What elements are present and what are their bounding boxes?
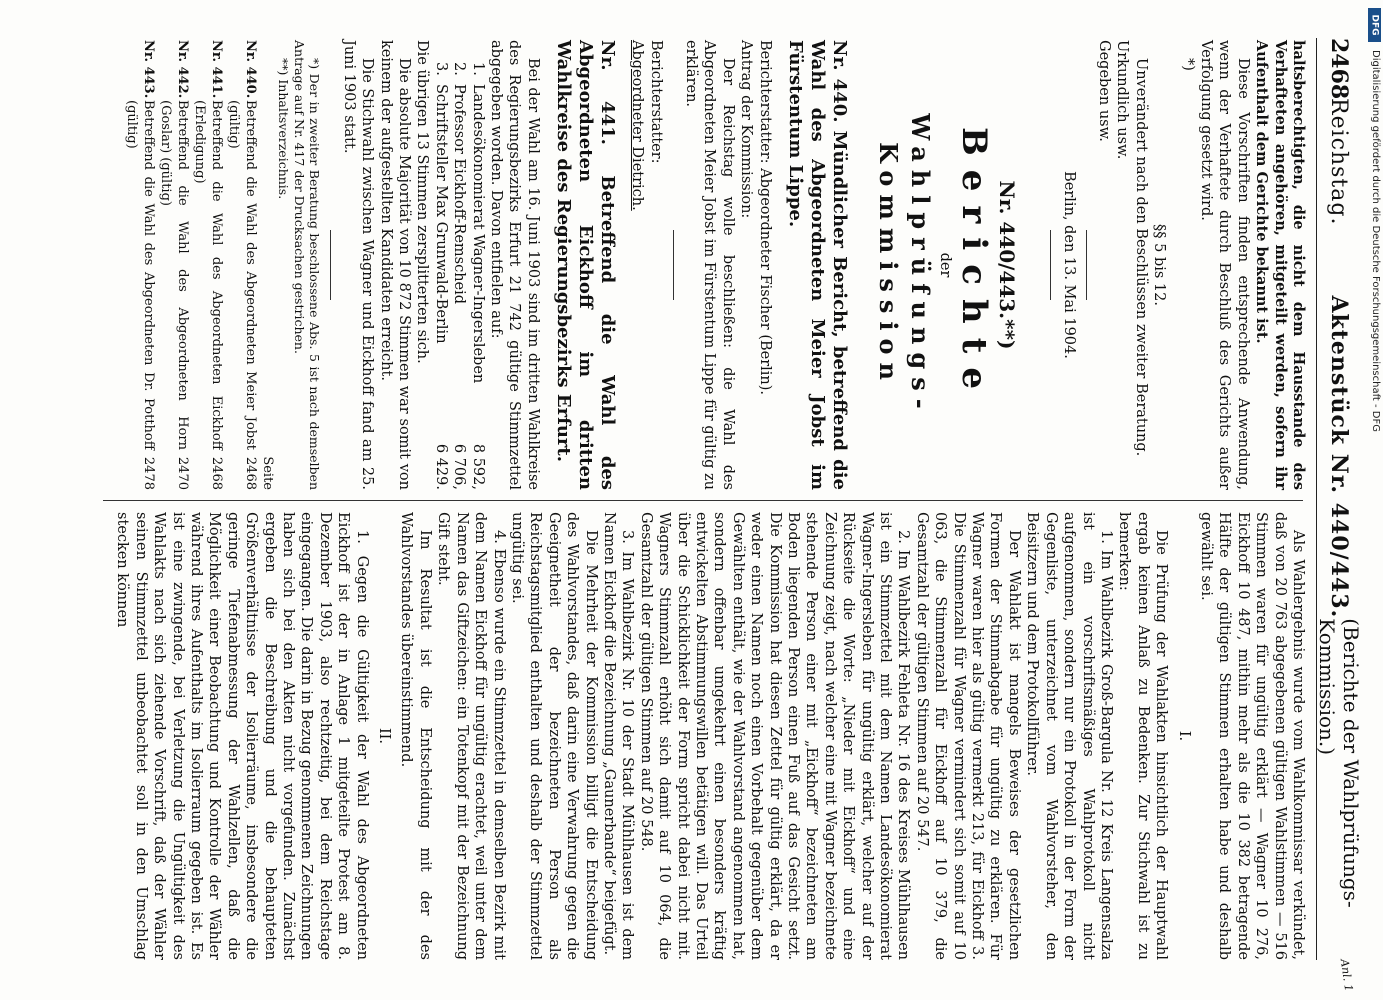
paragraph: 1. Gegen die Gültigkeit der Wahl des Abgeordneten Eickhoff ist der in Anlage 1 mitgeteilte Protest am 8. Dezember 1903, also rechtzeitig, bei dem Reichstage eingegangen. Die darin in Bezug genommenen Zeichnungen haben sich bei den Akten nicht vorgefunden. Zunächst ergeben die Beschreibung und die behaupteten Größenverhältnisse der Isolierräume, insbesondere die geringe Tiefenabmessung der Wahlzellen, daß die Möglichkeit einer Beobachtung und Kontrolle der Wähler während ihres Aufenthalts im Isolierraum gegeben ist. Es ist eine zwingende, bei Verletzung die Ungültigkeit des Wahlakts nach sich ziehende Vorschrift, daß der Wähler seinen Stimmzettel unbeobachtet soll in den Umschlag stecken können (114, 512, 370, 960)
paragraph: 4. Ebenso wurde ein Stimmzettel in demselben Bezirk mit dem Namen Eickhoff für ungültig erachtet, weil unter dem Namen das Giftzeichen: ein Totenkopf mit der Bezeichnung Gift steht. (435, 512, 507, 960)
margin-note: Anl. 1 (1337, 958, 1356, 993)
paragraph: Der Wahlakt ist mangels Beweises der gesetzlichen Formen der Stimmabgabe für ungültig zu erklären. Für Wagner waren hier als gültig vermerkt 213, für Eickhoff 3. Die Stimmenzahl für Wagner vermindert sich somit auf 10 063, die Stimmenzahl für Eickhoff auf 10 379, die Gesamtzahl der gültigen Stimmen auf 20 547. (913, 512, 1022, 960)
paragraph: Als Wahlergebnis wurde vom Wahlkommissar verkündet, daß von 20 763 abgegebenen gültigen Wahlstimmen — 516 Stimmen waren für ungültig erklärt — Wagner 10 276, Eickhoff 10 487, mithin mehr als die 10 382 betragende Hälfte der gültigen Stimmen erhalten habe und deshalb gewählt sei. (1197, 512, 1306, 960)
paragraph: Bei der Wahl am 16. Juni 1903 sind im dritten Wahlkreise des Regierungsbezirks Erfurt 21 742 gültige Stimmzettel abgegeben worden. Davon entfielen auf: (488, 40, 541, 490)
signature-label: Berichterstatter: (647, 40, 664, 164)
paragraph: Gegeben usw. (1095, 40, 1112, 142)
page-header (1316, 38, 1361, 960)
footnote-toc-title: **) Inhaltsverzeichnis. (276, 58, 292, 200)
toc-row: Nr. 442. Betreffend die Wahl des Abgeordneten Horn (Goslar) (gültig) 2470 (157, 40, 190, 490)
page-number: 2468 (1326, 38, 1352, 100)
paragraph: 1. Im Wahlbezirk Groß-Bargula Nr. 12 Kreis Langensalza ist ein vorschriftsmäßiges Wahlprotokoll nicht aufgenommen, sondern nur ein Protokoll in der Form der Gegenliste, unterzeichnet vom Wahlvorsteher, den Beisitzern und dem Protokollführer. (1024, 512, 1114, 960)
right-column (113, 512, 1307, 960)
digitization-note: Digitalisierung gefördert durch die Deutsche Forschungsgemeinschaft - DFG (1370, 50, 1381, 433)
section-roman-numeral: II. (376, 727, 393, 745)
column-divider (103, 500, 1303, 501)
paragraph: Unverändert nach den Beschlüssen zweiter Beratung. (1132, 58, 1149, 457)
list-item: 3. Schriftsteller Max Grunwald-Berlin 6 429. (432, 62, 449, 490)
paragraph: Diese Vorschriften finden entsprechende Anwendung, wenn der Verhaftete durch Beschluß des Gerichts außer Verfolgung gesetzt wird. (1197, 40, 1251, 490)
section-heading-440: Nr. 440. Mündlicher Bericht, betreffend die Wahl des Abgeordneten Meier Jobst im Fürstentum Lippe. (784, 40, 850, 490)
list-item: 1. Landesökonomierat Wagner-Ingersleben 8 592, (469, 62, 486, 490)
paragraph: Die Prüfung der Wahlakten hinsichtlich der Hauptwahl ergab keinen Anlaß zu Bedenken. Zur Stichwahl ist zu bemerken: (1116, 512, 1170, 960)
place-date: Berlin, den 13. Mai 1904. (1060, 171, 1077, 359)
title-der: der (937, 252, 954, 278)
paragraph: 3. Im Wahlbezirk Nr. 10 der Stadt Mühlhausen ist dem Namen Eickhoff die Bezeichnung „Gaunerbande“ beigefügt. (600, 512, 636, 960)
paragraph: Die Mehrheit der Kommission billigt die Entscheidung des Wahlvorstandes, daß darin eine Verwahrung gegen die Geeignetheit der bezeichneten Person als Reichstagsmitglied enthalten und deshalb der Stimmzettel ungültig sei. (508, 512, 599, 960)
list-item: 2. Professor Eickhoff-Remscheid 6 706, (451, 62, 468, 490)
toc-row: Nr. 440. Betreffend die Wahl des Abgeordneten Meier Jobst (gültig) 2468 (225, 40, 258, 490)
toc-header: Seite (259, 456, 275, 490)
section-reference: §§ 5 bis 12. (1151, 224, 1168, 306)
paragraph: Urkundlich usw. (1114, 40, 1131, 160)
paragraph: 2. Im Wahlbezirk Fehleta Nr. 16 des Kreises Mühlhausen ist ein Stimmzettel mit dem Namen Landesökonomierat Wagner-Ingersleben für ungültig erklärt, welcher auf der Rückseite die Worte: „Nieder mit Eickhoff“ und eine Zeichnung zeigt, nach welcher eine mit Wagner bezeichnete stehende Person einer mit „Eickhoff“ bezeichneten am Boden liegenden Person einen Fuß auf das Gesicht setzt. Die Kommission hat diesen Zettel für gültig erklärt, da er weder einen Namen noch einen Vorbehalt gegenüber dem Gewählten enthält, wie der Wahlvorstand angenommen hat, sondern offenbar umgekehrt einen besonders kräftig entwickelten Abstimmungswillen betätigen will. Das Urteil über die Schicklichkeit der Form spricht dabei nicht mit. Wagners Stimmzahl erhöht sich damit auf 10 064, die Gesamtzahl der gültigen Stimmen auf 20 548. (637, 512, 912, 960)
motion-text: Der Reichstag wolle beschließen: die Wahl des Abgeordneten Meier Jobst im Fürstentum Lippe für gültig zu erklären. (683, 40, 736, 490)
document-number: Nr. 440/443.**) (995, 180, 1020, 350)
toc-row: Nr. 441. Betreffend die Wahl des Abgeordneten Eickhoff (Erledigung) 2468 (191, 40, 224, 490)
header-reichstag: Reichstag. (1326, 98, 1352, 226)
footnote: *) Der in zweiter Beratung beschlossene Abs. 5 ist nach demselben Antrage auf Nr. 417 der Drucksachen gestrichen. (291, 40, 323, 490)
paragraph: Die Stichwahl zwischen Wagner und Eickhoff fand am 25. Juni 1903 statt. (340, 40, 376, 490)
paragraph: haltsberechtigten, die nicht dem Hausstande des Verhafteten angehören, mitgeteilt werden, sofern ihr Aufenthalt dem Gerichte bekannt ist. (1253, 40, 1307, 490)
left-column (123, 40, 1307, 490)
page-subtitle: Wahlprüfungs-Kommission (873, 113, 935, 417)
paragraph: Die übrigen 13 Stimmen zersplitterten sich. (414, 40, 431, 364)
dfg-logo: DFG (1368, 8, 1381, 42)
paragraph: Die absolute Majorität von 10 872 Stimmen war somit von keinem der aufgestellten Kandidaten erreicht. (377, 40, 413, 490)
header-commission: (Berichte der Wahlprüfungs-Kommission.) (1315, 618, 1363, 908)
header-document-title: Aktenstück Nr. 440/443. (1326, 295, 1352, 619)
section-roman-numeral: I. (1175, 730, 1192, 742)
motion-label: Antrag der Kommission: (738, 40, 755, 219)
footnote-marker: *) (1179, 58, 1196, 71)
section-heading-441: Nr. 441. Betreffend die Wahl des Abgeordneten Eickhoff im dritten Wahlkreise des Regierungsbezirks Erfurt. (552, 40, 618, 490)
paragraph: Im Resultat ist die Entscheidung mit der des Wahlvorstandes übereinstimmend. (398, 512, 433, 960)
rapporteur: Berichterstatter: Abgeordneter Fischer (Berlin). (756, 40, 773, 396)
signature-name: Abgeordneter Dietrich. (629, 40, 646, 211)
toc-row: Nr. 443. Betreffend die Wahl des Abgeordneten Dr. Potthoff (gültig) 2478 (123, 40, 156, 490)
page-title: Berichte (954, 127, 995, 403)
